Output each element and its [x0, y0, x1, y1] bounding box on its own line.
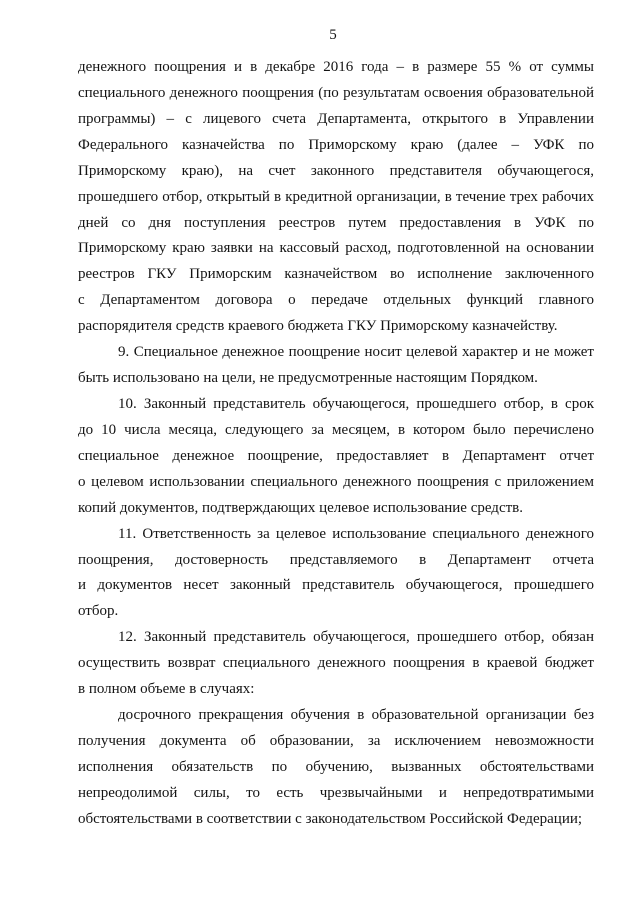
- text-line: прошедшего отбор, открытый в кредитной организации, в течение трех рабочих: [78, 188, 594, 205]
- paragraph-item-10: [78, 392, 594, 522]
- text-line: отбор.: [78, 603, 119, 620]
- text-line: программы) – с лицевого счета Департамента, открытого в Управлении: [78, 110, 594, 127]
- text-line: досрочного прекращения обучения в образовательной организации без: [118, 707, 594, 724]
- page-number: 5: [329, 27, 337, 43]
- text-line: копий документов, подтверждающих целевое использование средств.: [78, 499, 523, 516]
- text-line: 11. Ответственность за целевое использование специального денежного: [118, 525, 594, 542]
- text-line: дней со дня поступления реестров путем предоставления в УФК по: [78, 214, 594, 231]
- text-line: специальное денежное поощрение, предоставляет в Департамент отчет: [78, 447, 594, 464]
- text-line: 12. Законный представитель обучающегося, прошедшего отбор, обязан: [118, 629, 594, 646]
- text-line: исполнения обязательств по обучению, вызванных обстоятельствами: [78, 758, 594, 775]
- text-line: в полном объеме в случаях:: [78, 681, 255, 698]
- text-line: получения документа об образовании, за исключением невозможности: [78, 732, 594, 749]
- text-line: 9. Специальное денежное поощрение носит целевой характер и не может: [118, 344, 594, 361]
- text-line: о целевом использовании специального денежного поощрения с приложением: [78, 473, 594, 490]
- text-line: денежного поощрения и в декабре 2016 года – в размере 55 % от суммы: [78, 59, 594, 75]
- text-line: осуществить возврат специального денежного поощрения в краевой бюджет: [78, 655, 594, 672]
- text-line: с Департаментом договора о передаче отдельных функций главного: [78, 292, 594, 309]
- text-line: Приморскому краю заявки на кассовый расход, подготовленной на основании: [78, 240, 594, 257]
- text-line: специального денежного поощрения (по результатам освоения образовательной: [78, 84, 594, 101]
- text-line: до 10 числа месяца, следующего за месяцем, в котором было перечислено: [78, 421, 594, 438]
- paragraph-item-11: [78, 522, 594, 626]
- text-line: Приморскому краю), на счет законного представителя обучающегося,: [78, 162, 594, 179]
- text-line: и документов несет законный представитель обучающегося, прошедшего: [78, 577, 594, 594]
- text-line: распорядителя средств краевого бюджета ГКУ Приморскому казначейству.: [78, 318, 558, 335]
- text-line: обстоятельствами в соответствии с законодательством Российской Федерации;: [78, 810, 583, 827]
- paragraph-continuation: [78, 55, 594, 340]
- paragraph-item-12: [78, 625, 594, 703]
- paragraph-item-9: [78, 340, 594, 392]
- text-line: непреодолимой силы, то есть чрезвычайными и непредотвратимыми: [78, 784, 594, 801]
- text-line: поощрения, достоверность представляемого в Департамент отчета: [78, 551, 594, 568]
- text-line: 10. Законный представитель обучающегося, прошедшего отбор, в срок: [118, 395, 594, 412]
- text-line: реестров ГКУ Приморским казначейством во исполнение заключенного: [78, 266, 594, 283]
- text-line: быть использовано на цели, не предусмотренные настоящим Порядком.: [78, 370, 538, 387]
- text-line: Федерального казначейства по Приморскому краю (далее – УФК по: [78, 136, 594, 153]
- paragraph-item-12-case: [78, 703, 594, 833]
- document-body: [78, 55, 594, 833]
